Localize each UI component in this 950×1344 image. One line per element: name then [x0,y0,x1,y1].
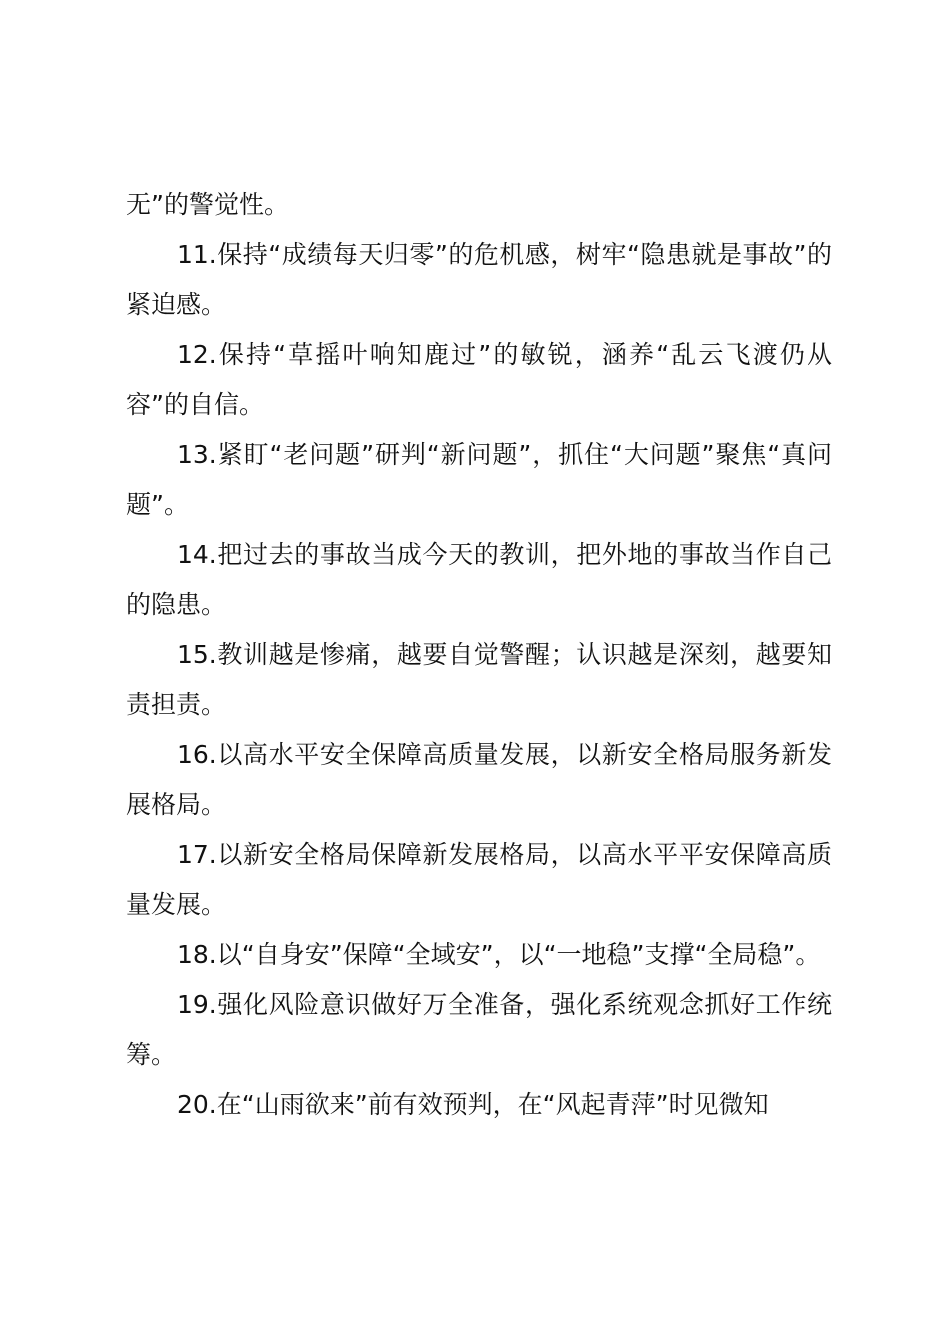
paragraph-item-12: 12.保持“草摇叶响知鹿过”的敏锐，涵养“乱云飞渡仍从容”的自信。 [126,340,832,419]
paragraph-item-18: 18.以“自身安”保障“全域安”，以“一地稳”支撑“全局稳”。 [177,940,821,969]
paragraph-item-20: 20.在“山雨欲来”前有效预判，在“风起青萍”时见微知 [177,1090,769,1119]
paragraph-item-19: 19.强化风险意识做好万全准备，强化系统观念抓好工作统筹。 [126,990,832,1069]
paragraph-item-15: 15.教训越是惨痛，越要自觉警醒；认识越是深刻，越要知责担责。 [126,640,832,719]
paragraph-item-17: 17.以新安全格局保障新发展格局，以高水平平安保障高质量发展。 [126,840,832,919]
paragraph-continuation: 无”的警觉性。 [126,190,289,219]
paragraph-item-11: 11.保持“成绩每天归零”的危机感，树牢“隐患就是事故”的紧迫感。 [126,240,832,319]
paragraph-item-14: 14.把过去的事故当成今天的教训，把外地的事故当作自己的隐患。 [126,540,832,619]
paragraph-item-16: 16.以高水平安全保障高质量发展，以新安全格局服务新发展格局。 [126,740,832,819]
document-body [126,180,832,1130]
paragraph-item-13: 13.紧盯“老问题”研判“新问题”，抓住“大问题”聚焦“真问题”。 [126,440,832,519]
